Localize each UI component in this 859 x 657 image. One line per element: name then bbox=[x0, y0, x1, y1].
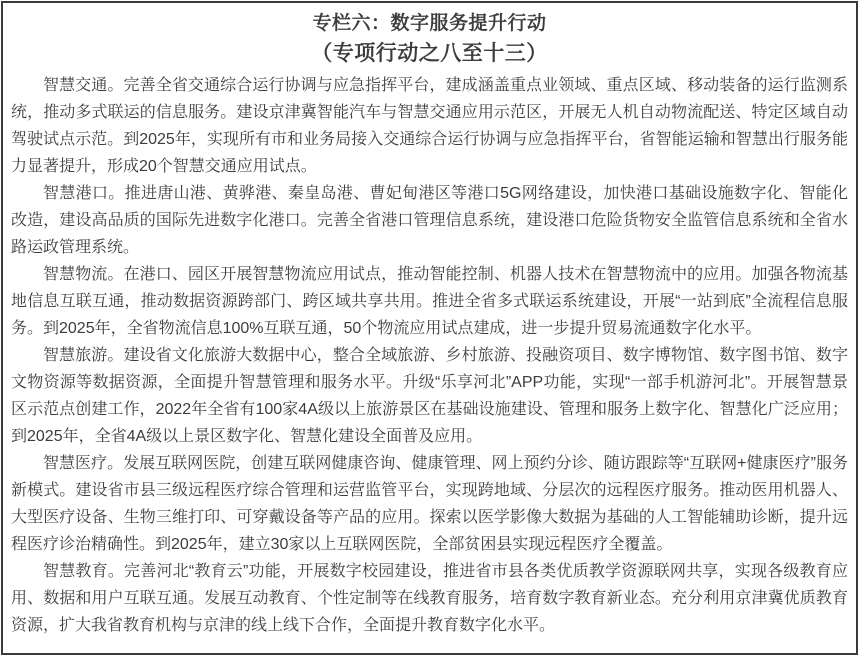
panel-body bbox=[11, 72, 848, 639]
paragraph-smart-transportation: 智慧交通。完善全省交通综合运行协调与应急指挥平台，建成涵盖重点业领域、重点区域、移动装备的运行监测系统，推动多式联运的信息服务。建设京津冀智能汽车与智慧交通应用示范区，开展无人机自动物流配送、特定区域自动驾驶试点示范。到2025年，实现所有市和业务局接入交通综合运行协调与应急指挥平台，省智能运输和智慧出行服务能力显著提升，形成20个智慧交通应用试点。 bbox=[11, 77, 848, 175]
panel-subtitle: （专项行动之八至十三） bbox=[311, 42, 548, 65]
paragraph-smart-ports: 智慧港口。推进唐山港、黄骅港、秦皇岛港、曹妃甸港区等港口5G网络建设，加快港口基础设施数字化、智能化改造，建设高品质的国际先进数字化港口。完善全省港口管理信息系统，建设港口危险货物安全监管信息系统和全省水路运政管理系统。 bbox=[11, 185, 848, 256]
paragraph-smart-education: 智慧教育。完善河北“教育云”功能，开展数字校园建设，推进省市县各类优质教学资源联网共享，实现各级教育应用、数据和用户互联互通。发展互动教育、个性定制等在线教育服务，培育数字教育新业态。充分利用京津冀优质教育资源，扩大我省教育机构与京津的线上线下合作，全面提升教育数字化水平。 bbox=[11, 563, 848, 634]
paragraph-smart-logistics: 智慧物流。在港口、园区开展智慧物流应用试点，推动智能控制、机器人技术在智慧物流中的应用。加强各物流基地信息互联互通，推动数据资源跨部门、跨区域共享共用。推进全省多式联运系统建设，开展“一站到底”全流程信息服务。到2025年，全省物流信息100%互联互通，50个物流应用试点建成，进一步提升贸易流通数字化水平。 bbox=[11, 266, 848, 337]
panel-title: 专栏六：数字服务提升行动 bbox=[312, 13, 547, 34]
page bbox=[0, 1, 859, 657]
paragraph-smart-tourism: 智慧旅游。建设省文化旅游大数据中心，整合全域旅游、乡村旅游、投融资项目、数字博物馆、数字图书馆、数字文物资源等数据资源，全面提升智慧管理和服务水平。升级“乐享河北”APP功能，实现“一部手机游河北”。开展智慧景区示范点创建工作，2022年全省有100家4A级以上旅游景区在基础设施建设、管理和服务上数字化、智慧化广泛应用；到2025年，全省4A级以上景区数字化、智慧化建设全面普及应用。 bbox=[11, 347, 848, 445]
paragraph-smart-healthcare: 智慧医疗。发展互联网医院，创建互联网健康咨询、健康管理、网上预约分诊、随访跟踪等“互联网+健康医疗”服务新模式。建设省市县三级远程医疗综合管理和运营监管平台，实现跨地域、分层次的远程医疗服务。推动医用机器人、大型医疗设备、生物三维打印、可穿戴设备等产品的应用。探索以医学影像大数据为基础的人工智能辅助诊断，提升远程医疗诊治精确性。到2025年，建立30家以上互联网医院，全部贫困县实现远程医疗全覆盖。 bbox=[11, 455, 848, 553]
column-six-panel bbox=[1, 1, 858, 655]
